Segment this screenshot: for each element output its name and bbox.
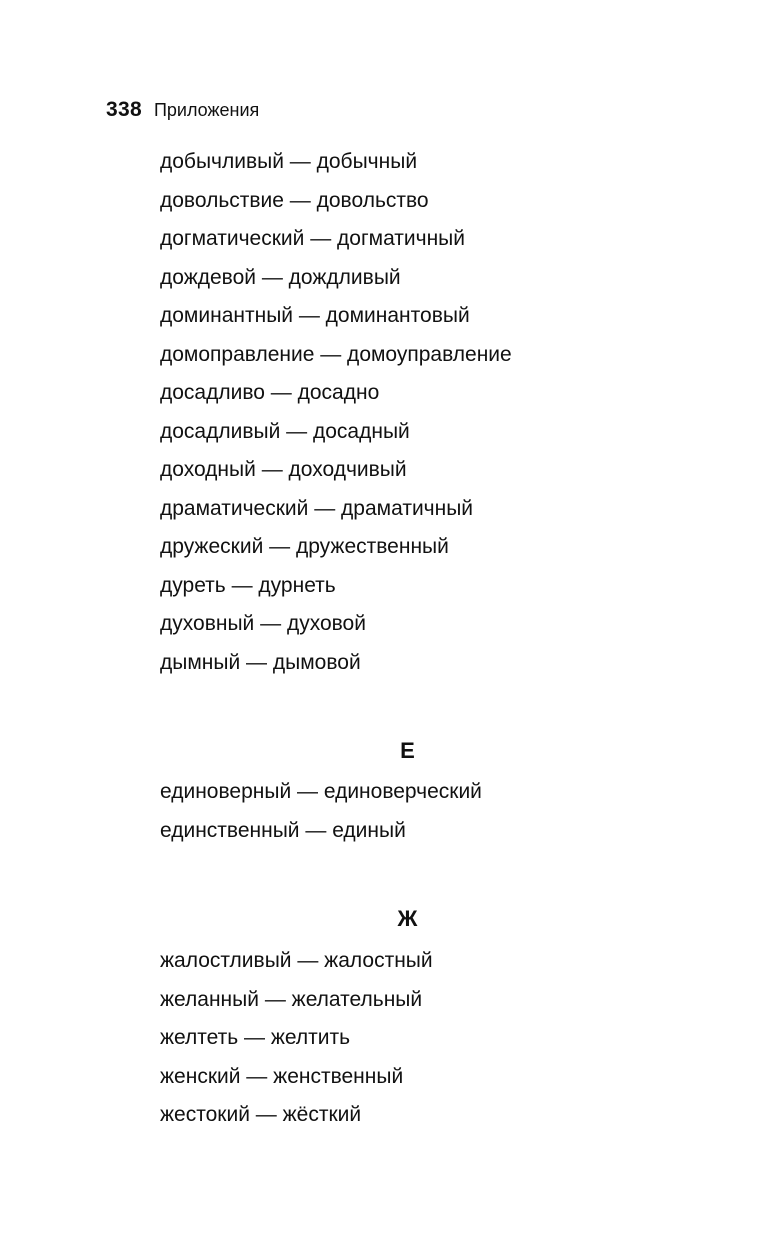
- section-e-list: [160, 773, 660, 850]
- letter-heading-zh: Ж: [397, 906, 418, 931]
- list-item: дымный — дымовой: [160, 650, 361, 674]
- list-item: добычливый — добычный: [160, 150, 418, 173]
- list-item: домоправление — домоуправление: [160, 342, 512, 366]
- list-item: единственный — единый: [160, 818, 406, 842]
- list-item: дуреть — дурнеть: [160, 573, 336, 597]
- list-item: единоверный — единоверческий: [160, 780, 482, 803]
- list-item: женский — женственный: [160, 1064, 404, 1088]
- list-item: догматический — догматичный: [160, 227, 465, 250]
- list-item: дружеский — дружественный: [160, 535, 449, 558]
- running-title: Приложения: [153, 100, 260, 120]
- letter-heading-e: Е: [400, 738, 415, 763]
- list-item: досадливый — досадный: [160, 419, 410, 443]
- list-item: доминантный — доминантовый: [160, 304, 470, 327]
- section-zh-list: [160, 942, 660, 1135]
- list-item: драматический — драматичный: [160, 496, 474, 520]
- list-item: досадливо — досадно: [160, 381, 380, 404]
- list-item: жестокий — жёсткий: [160, 1103, 362, 1126]
- list-item: доходный — доходчивый: [160, 458, 407, 481]
- list-item: желанный — желательный: [160, 987, 423, 1011]
- section-d-list: [160, 143, 660, 682]
- list-item: дождевой — дождливый: [160, 265, 401, 289]
- page-header: [106, 98, 259, 126]
- list-item: довольствие — довольство: [160, 188, 429, 212]
- list-item: духовный — духовой: [160, 612, 366, 635]
- page-number: 338: [106, 98, 142, 121]
- list-item: жалостливый — жалостный: [160, 949, 433, 972]
- list-item: желтеть — желтить: [160, 1026, 351, 1049]
